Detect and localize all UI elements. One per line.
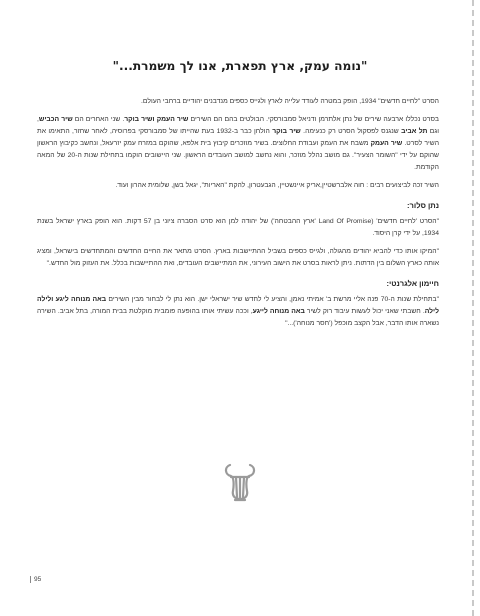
text-run: "בתחילת שנות ה-70 פנה אליי מרשת ב' אמיתי נאמן, והציע לי לחדש שיר ישראלי ישן. הוא נתן לי לבחור מבין השירים [106,296,440,303]
song-title-bold: תל אביב [401,128,428,135]
song-title-bold: באה מנוחה לייגע [252,308,305,315]
article-body [37,96,439,336]
song-title-bold: באה מנוחה ליגע ולילה לילה [37,296,439,315]
lyre-icon [222,459,258,505]
section1-paragraph-1: "הסרט 'לחיים חדשים' (Land Of Promise 'ארץ ההבטחה') של יהודה למן הוא סרט הסברה ציוני בן 57 דקות. הוא הופק בארץ ישראל בשנת 1934, על ידי קרן היסוד. [37,218,440,237]
text-run: . חשבתי שאני יכול לעשות עיבוד רוק לשיר [304,308,425,315]
text-run: משבח את העמק ועבודת החלוצים. בשיר מוזכרים קיבוץ בית אלפא, שהוקם במזרח עמק יזרעאל, ונחשב כקיבוץ הראשון שהוקם על ידי "השומר הצעיר". גם מושב נהלל מוזכר, והוא נחשב למושב העובדים הראשון. שני היישובים הוקמו בתחילת שנות ה-20 של המאה הקודמת. [37,140,439,171]
page-edge-dashes [472,0,474,616]
section2-paragraph-1 [37,294,439,330]
text-run: , וגם [37,116,440,135]
page-title: "נומה עמק, ארץ תפארת, אנו לך משמרת..." [112,59,368,73]
song-title-bold: שיר העמק ושיר בוקר [124,116,189,123]
song-title-bold: שיר הכביש [38,116,73,123]
intro-paragraph-1: הסרט "לחיים חדשים" 1934, הופק במטרה לעודד עלייה לארץ ולגייס כספים מנדבנים יהודיים ברחבי העולם. [140,98,439,105]
intro-paragraph-3: השיר זכה לביצועים רבים : חוה אלברשטיין,אריק איינשטיין, הגבעטרון, להקת "האריות", יגאל בשן, שלומית אהרון ועוד. [115,182,439,189]
text-run: שנגנס לפסקול הסרט רק כנעימה. [300,128,402,135]
section1-paragraph-2: "המיקו אותו כדי להביא יהודים מהגולה, ולגייס כספים בשביל ההתיישבות בארץ. הסרט מתאר את החיים החדשים והמתחדשים בישראל, ומציג אותה כארץ השלום בין הדתות. ניתן לראות בסרט את הישוב העירוני, את המתיישבים העובדים, ואת ההתיישבות בכלל. את העזוק מול החדש." [37,248,439,267]
text-run: הולחן כבר ב-1932 בעת שהייתו של סמבורסקי בפרוסיה, לאחר שחזר, התאימו את השיר לסרט. [37,128,439,147]
section-heading-natan-selor: נתן סלור: [407,201,439,210]
song-title-bold: שיר בוקר [272,128,301,135]
text-run: , וככה עשיתי אותו בהופעה פומבית מוקלטת בבית המורה, בתל אביב. השירה נשארה אותו הדבר, אבל הקצב מוכפל ('חסר מנוחה')..." [37,308,439,327]
intro-paragraph-2 [37,114,439,174]
text-run: בסרט נכללו ארבעה שירים של נתן אלתרמן ודניאל סמבורסקי. הבולטים בהם הם השירים [188,116,439,123]
section-heading-haimon-algranti: חיימון אלגרנטי: [386,279,439,288]
page-number: 95 [30,576,41,583]
song-title-bold: שיר העמק [370,140,403,147]
text-run: . שני האחרים הם [72,116,125,123]
